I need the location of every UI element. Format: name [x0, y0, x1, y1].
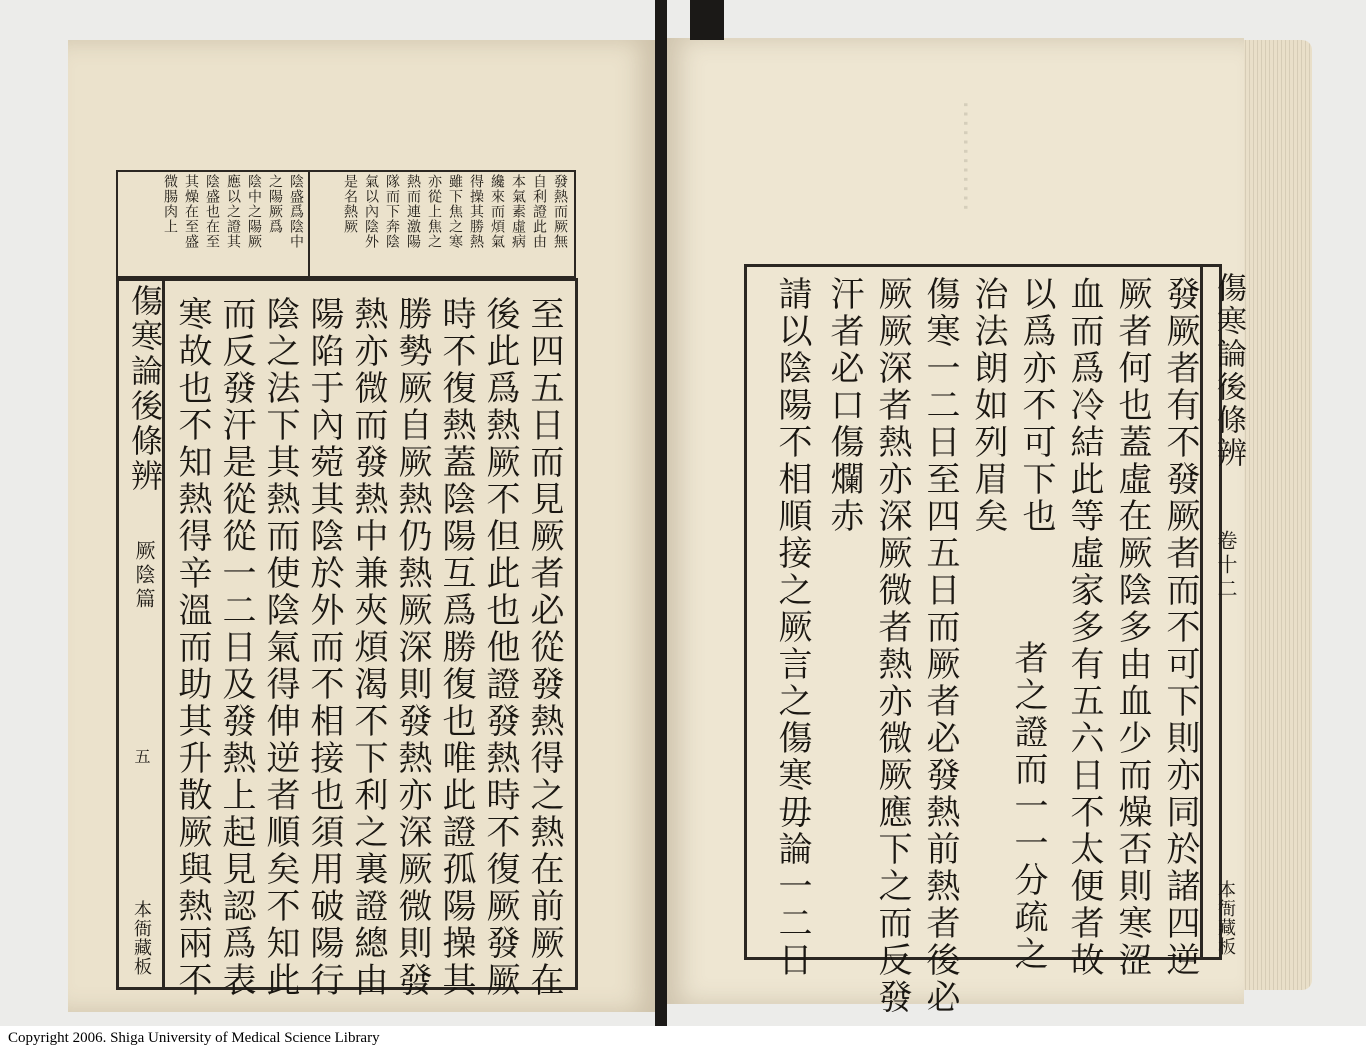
annotation-column: 亦從上焦之 — [426, 174, 442, 249]
annotation-divider — [308, 170, 310, 278]
text-column: 治法朗如列眉矣 — [968, 276, 1008, 535]
show-through-text: ⋯⋯⋯⋯ — [950, 100, 983, 212]
right-header-title: 傷寒論後條辨 — [1211, 272, 1246, 470]
annotation-column: 氣以內陰外 — [363, 174, 379, 249]
annotation-column: 是名熱厥 — [342, 174, 358, 234]
text-column: 至四五日而見厥者必從發熱得之熱在前厥在 — [524, 296, 564, 999]
left-section-label: 厥陰篇 — [132, 540, 156, 612]
annotation-column: 微腸肉上 — [162, 174, 178, 234]
text-column: 汗者必口傷爛赤 — [824, 276, 864, 535]
annotation-column: 陰盛爲陰中 — [288, 174, 304, 249]
annotation-column: 陰中之陽厥 — [246, 174, 262, 249]
left-header-title: 傷寒論後條辨 — [126, 284, 164, 494]
text-column: 後此爲熱厥不但此也他證發熱時不復厥發厥 — [480, 296, 520, 999]
text-column: 時不復熱蓋陰陽互爲勝復也唯此證孤陽操其 — [436, 296, 476, 999]
book-tab — [690, 0, 724, 40]
text-column: 以爲亦不可下也 — [1016, 276, 1056, 535]
text-column: 而反發汗是從從一二日及發熱上起見認爲表 — [216, 296, 256, 999]
book-spine — [655, 0, 667, 1026]
right-inline-fragment: 者之證而一一分疏之 — [1008, 640, 1048, 973]
annotation-column: 本氣素虛病 — [510, 174, 526, 249]
right-publisher-mark: 本衙藏板 — [1215, 880, 1236, 956]
text-column: 厥者何也蓋虛在厥陰多由血少而燥否則寒涩 — [1112, 276, 1152, 979]
text-column: 熱亦微而發熱中兼夾煩渴不下利之裏證總由 — [348, 296, 388, 999]
annotation-column: 之陽厥爲 — [267, 174, 283, 234]
text-column: 傷寒一二日至四五日而厥者必發熱前熱者後必 — [920, 276, 960, 1016]
annotation-column: 其燥在至盛 — [183, 174, 199, 249]
text-column: 發厥者有不發厥者而不可下則亦同於諸四逆 — [1160, 276, 1200, 979]
text-column: 厥厥深者熱亦深厥微者熱亦微厥應下之而反發 — [872, 276, 912, 1016]
text-column: 血而爲冷結此等虛家多有五六日不太便者故 — [1064, 276, 1104, 979]
left-publisher-mark: 本衙藏板 — [131, 900, 152, 976]
annotation-column: 得操其勝熱 — [468, 174, 484, 249]
annotation-column: 自利證此由 — [531, 174, 547, 249]
annotation-column: 雖下焦之寒 — [447, 174, 463, 249]
annotation-column: 纔來而煩氣 — [489, 174, 505, 249]
annotation-column: 熱而連激陽 — [405, 174, 421, 249]
annotation-column: 隊而下奔陰 — [384, 174, 400, 249]
text-column: 勝勢厥自厥熱仍熱厥深則發熱亦深厥微則發 — [392, 296, 432, 999]
copyright-notice: Copyright 2006. Shiga University of Medical Science Library — [8, 1030, 380, 1046]
right-volume-label: 卷十二 — [1214, 530, 1238, 602]
annotation-column: 陰盛也在至 — [204, 174, 220, 249]
annotation-column: 發熱而厥無 — [552, 174, 568, 249]
text-column: 寒故也不知熱得辛溫而助其升散厥與熱兩不 — [172, 296, 212, 999]
annotation-column: 應以之證其 — [225, 174, 241, 249]
text-column: 陽陷于內菀其陰於外而不相接也須用破陽行 — [304, 296, 344, 999]
text-column: 陰之法下其熱而使陰氣得伸逆者順矣不知此 — [260, 296, 300, 999]
text-column: 請以陰陽不相順接之厥言之傷寒毋論一二日 — [772, 276, 812, 979]
left-page-number: 五 — [132, 748, 151, 765]
